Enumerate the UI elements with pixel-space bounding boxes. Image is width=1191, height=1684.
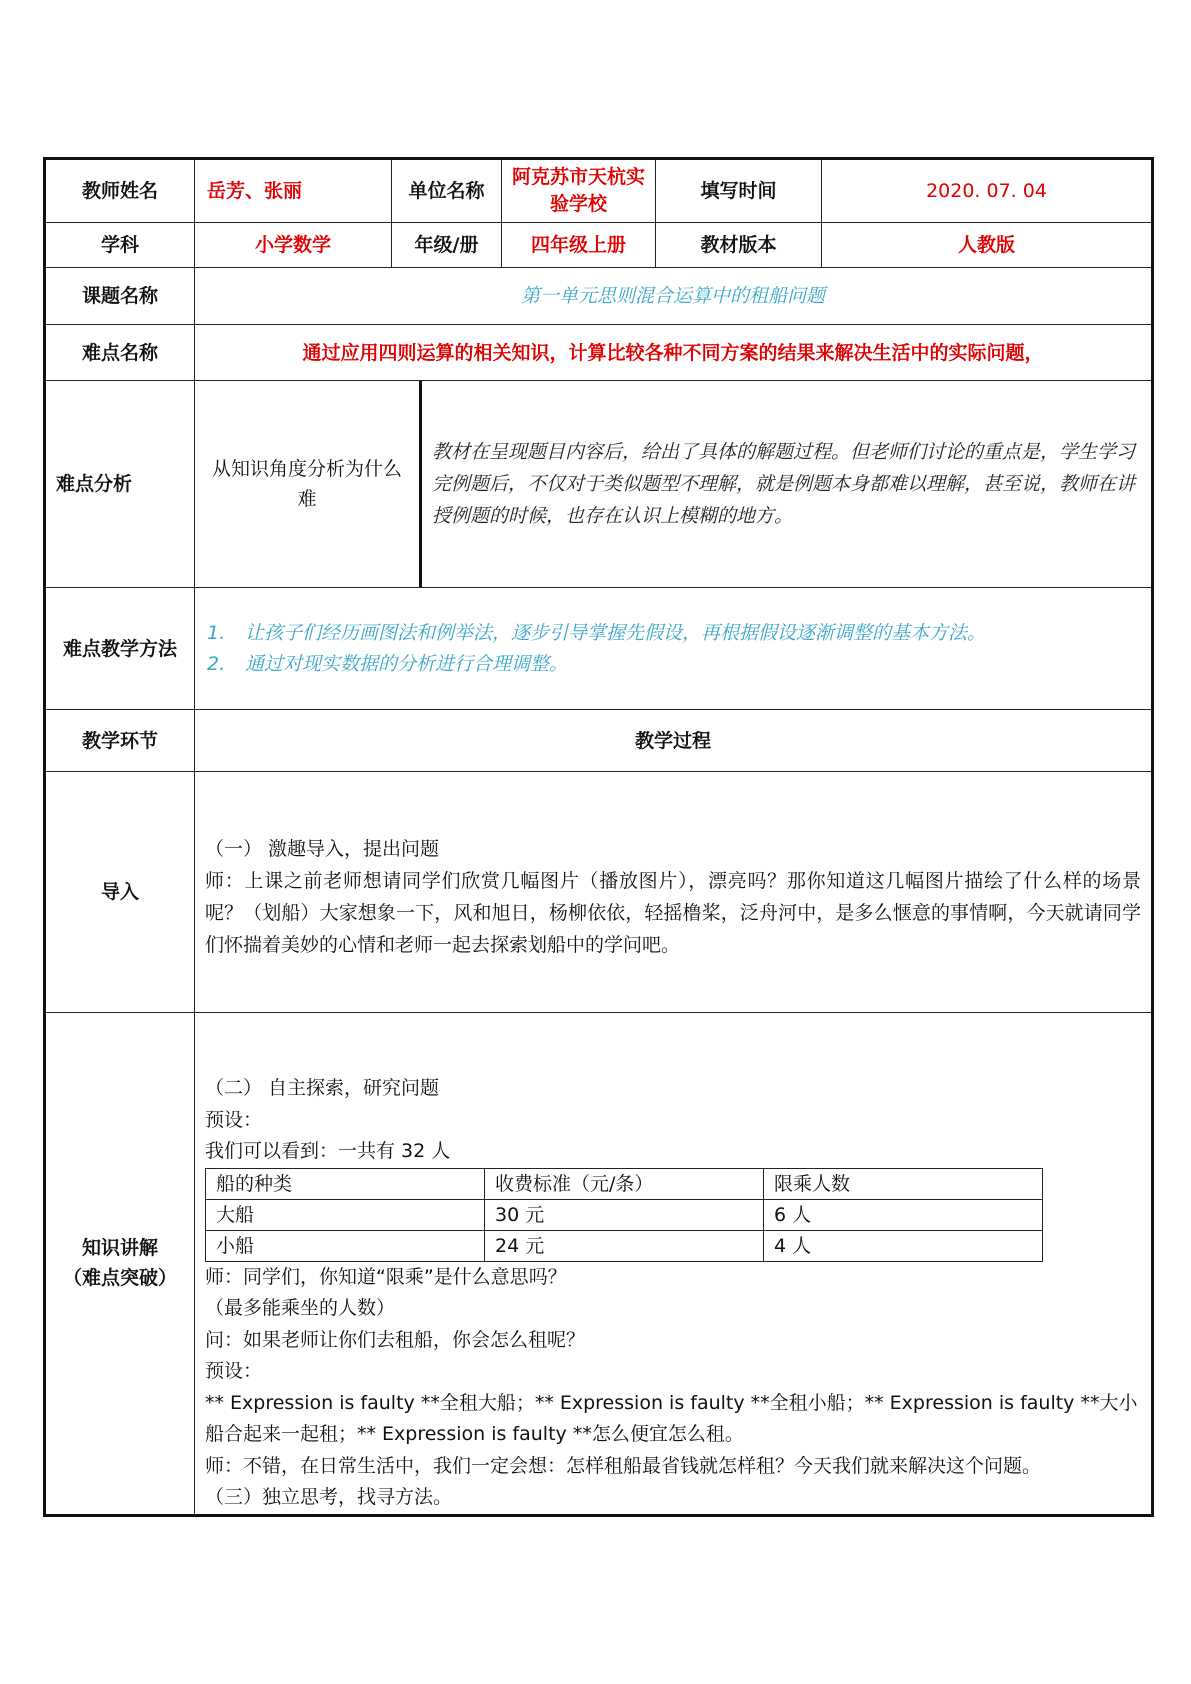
methods-list	[195, 618, 1151, 680]
analysis-text: 教材在呈现题目内容后，给出了具体的解题过程。但老师们讨论的重点是，学生学习完例题后，不仅对于类似题型不理解，就是例题本身都难以理解，甚至说，教师在讲授例题的时候，也存在认识上模糊的地方。	[432, 441, 1136, 527]
process-label: 教学过程	[195, 710, 1153, 772]
knowledge-question-1: 师：同学们，你知道“限乘”是什么意思吗？	[205, 1265, 567, 1288]
intro-body	[195, 823, 1151, 961]
boat-table-row	[206, 1230, 1043, 1261]
grade-value: 四年级上册	[502, 223, 656, 268]
knowledge-cell	[195, 1013, 1153, 1516]
process-header-row	[45, 710, 1153, 772]
boat-table	[205, 1168, 1043, 1262]
intro-cell	[195, 772, 1153, 1013]
difficulty-label: 难点名称	[45, 325, 195, 381]
analysis-sub-label: 从知识角度分析为什么难	[195, 381, 421, 587]
knowledge-teacher: 师：不错，在日常生活中，我们一定会想：怎样租船最省钱就怎样租？今天我们就来解决这个问题。	[205, 1454, 1042, 1477]
knowledge-row	[45, 1013, 1153, 1516]
knowledge-next: （三）独立思考，找寻方法。	[205, 1486, 453, 1508]
methods-row	[45, 588, 1153, 710]
methods-cell	[195, 588, 1153, 710]
topic-row	[45, 268, 1153, 325]
intro-heading: （一） 激趣导入，提出问题	[205, 838, 440, 860]
analysis-grid	[195, 381, 1151, 587]
method-text: 通过对现实数据的分析进行合理调整。	[245, 652, 569, 675]
knowledge-preset-2: 预设：	[205, 1360, 263, 1382]
boat-type: 小船	[206, 1230, 485, 1261]
boat-fee-header: 收费标准（元/条）	[485, 1168, 764, 1199]
boat-fee: 30 元	[485, 1199, 764, 1230]
intro-row	[45, 772, 1153, 1013]
header-row-1	[45, 159, 1153, 223]
edition-value: 人教版	[822, 223, 1153, 268]
grade-label: 年级/册	[392, 223, 502, 268]
boat-table-header	[206, 1168, 1043, 1199]
knowledge-heading: （二） 自主探索，研究问题	[205, 1077, 440, 1099]
subject-value: 小学数学	[195, 223, 392, 268]
topic-label: 课题名称	[45, 268, 195, 325]
edition-label: 教材版本	[656, 223, 822, 268]
analysis-label: 难点分析	[45, 381, 195, 588]
header-row-2	[45, 223, 1153, 268]
boat-capacity: 6 人	[764, 1199, 1043, 1230]
date-value: 2020. 07. 04	[822, 159, 1153, 223]
intro-text: 师：上课之前老师想请同学们欣赏几幅图片（播放图片），漂亮吗？那你知道这几幅图片描绘了什么样的场景呢？（划船）大家想象一下，风和旭日，杨柳依依，轻摇橹桨，泛舟河中，是多么惬意的事情啊，今天就请同学们怀揣着美妙的心情和老师一起去探索划船中的学问吧。	[205, 870, 1141, 956]
unit-label: 单位名称	[392, 159, 502, 223]
knowledge-total: 我们可以看到：一共有 32 人	[205, 1140, 451, 1162]
method-item	[205, 649, 1141, 680]
knowledge-label-line2: （难点突破）	[62, 1267, 177, 1290]
teacher-label: 教师姓名	[45, 159, 195, 223]
knowledge-body	[195, 1013, 1151, 1514]
unit-value: 阿克苏市天杭实验学校	[502, 159, 656, 223]
analysis-row	[45, 381, 1153, 588]
methods-label: 难点教学方法	[45, 588, 195, 710]
knowledge-label	[45, 1013, 195, 1516]
boat-type: 大船	[206, 1199, 485, 1230]
teacher-value: 岳芳、张丽	[195, 159, 392, 223]
boat-capacity-header: 限乘人数	[764, 1168, 1043, 1199]
method-item	[205, 618, 1141, 649]
boat-fee: 24 元	[485, 1230, 764, 1261]
knowledge-answer-1: （最多能乘坐的人数）	[205, 1297, 396, 1319]
analysis-cell	[195, 381, 1153, 588]
method-text: 让孩子们经历画图法和例举法，逐步引导掌握先假设，再根据假设逐渐调整的基本方法。	[245, 621, 987, 644]
date-label: 填写时间	[656, 159, 822, 223]
topic-value: 第一单元思则混合运算中的租船问题	[195, 268, 1153, 325]
boat-capacity: 4 人	[764, 1230, 1043, 1261]
method-number: 1.	[207, 621, 226, 644]
intro-label: 导入	[45, 772, 195, 1013]
method-number: 2.	[207, 652, 226, 675]
difficulty-row	[45, 325, 1153, 381]
subject-label: 学科	[45, 223, 195, 268]
knowledge-preset-1: 预设：	[205, 1108, 263, 1131]
knowledge-question-2: 问：如果老师让你们去租船，你会怎么租呢？	[205, 1328, 586, 1351]
difficulty-value: 通过应用四则运算的相关知识，计算比较各种不同方案的结果来解决生活中的实际问题，	[195, 325, 1153, 381]
boat-table-row	[206, 1199, 1043, 1230]
knowledge-label-line1: 知识讲解	[81, 1237, 158, 1260]
knowledge-options: ** Expression is faulty **全租大船；** Expression is faulty **全租小船；** Expression is faulty **大小船合起来一起租；** Expression is faulty **怎么便宜怎么租。	[205, 1391, 1138, 1445]
lesson-plan-table	[43, 157, 1154, 1517]
boat-type-header: 船的种类	[206, 1168, 485, 1199]
process-stage-label: 教学环节	[45, 710, 195, 772]
